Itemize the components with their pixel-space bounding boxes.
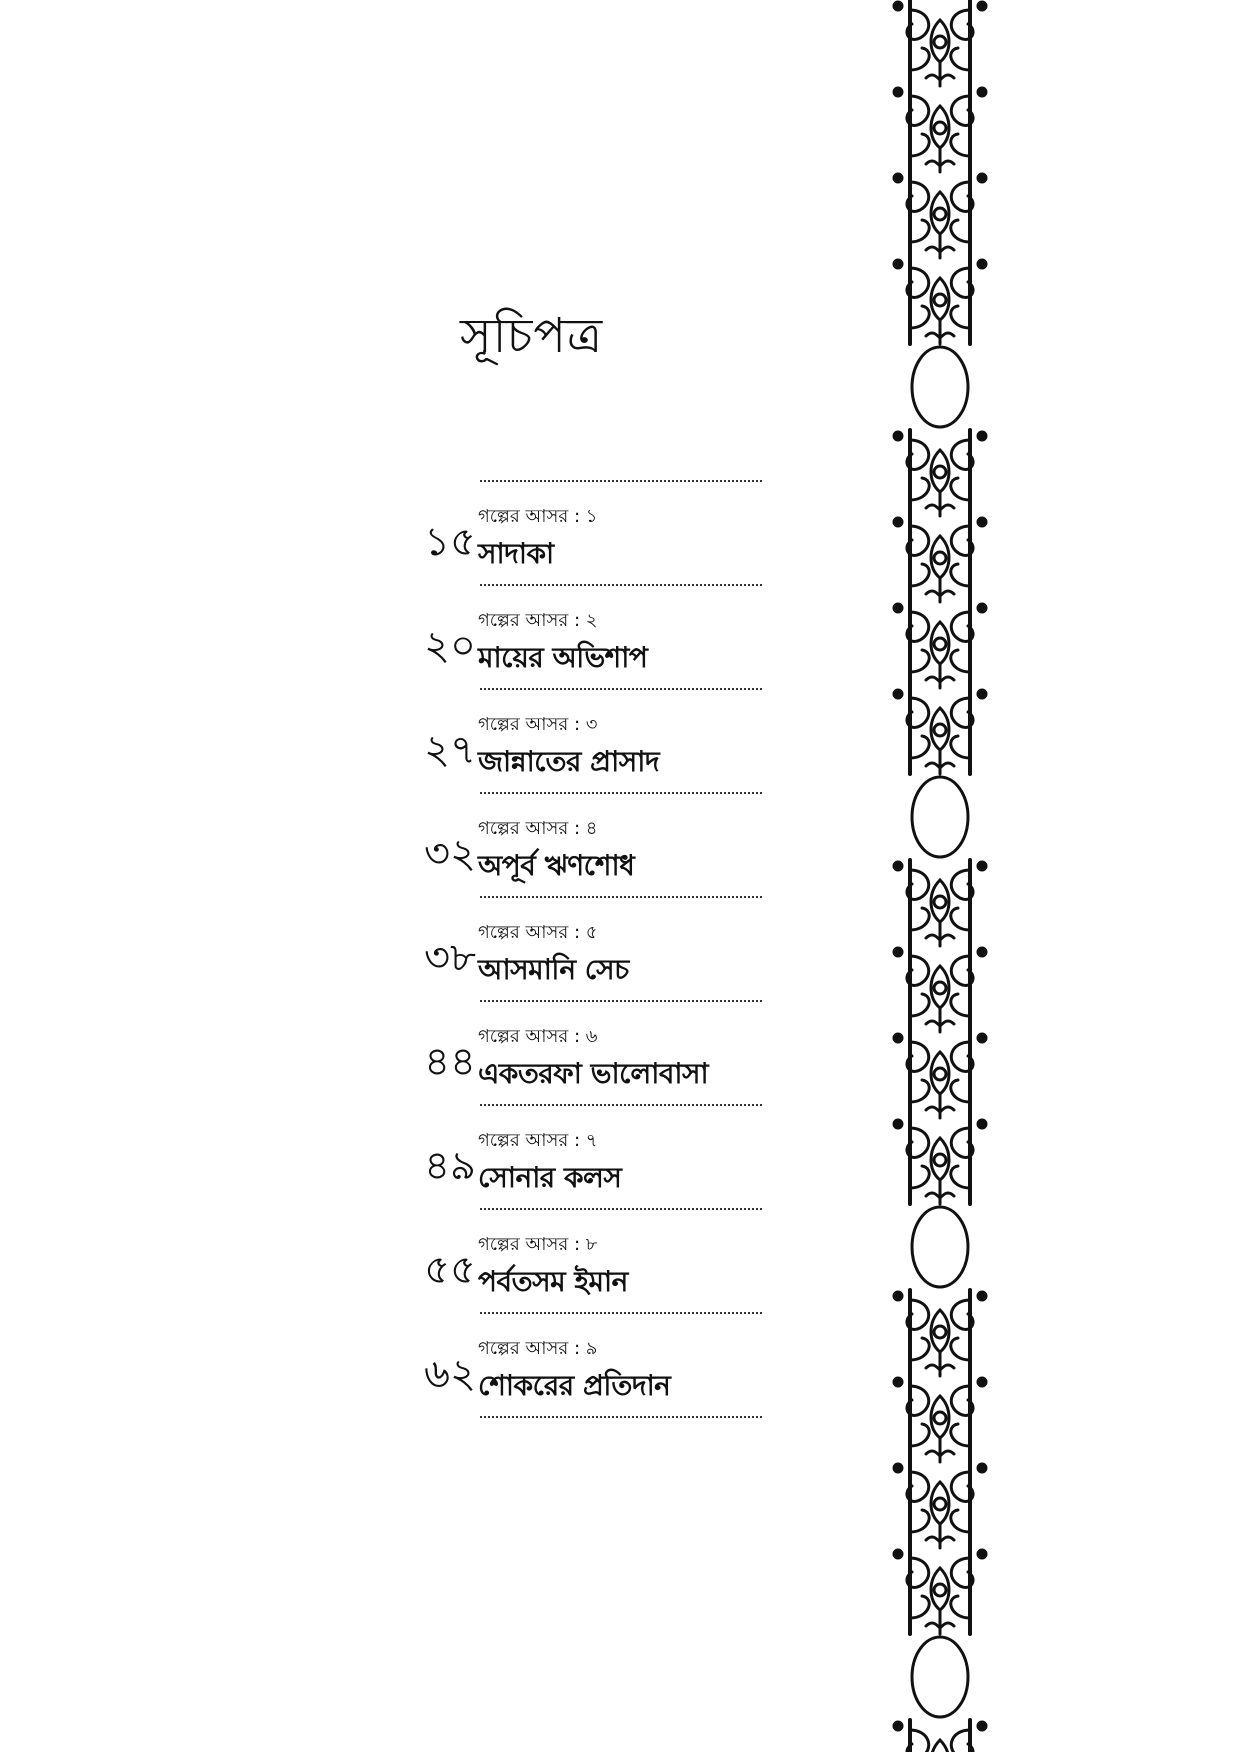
ornament-motif xyxy=(894,516,986,602)
entry-series-label: গল্পের আসর : ১ xyxy=(478,506,598,527)
ornament-motif xyxy=(894,0,986,86)
toc-entry[interactable] xyxy=(400,1012,780,1104)
dotted-divider xyxy=(480,1416,762,1418)
entry-page-number: ৬২ xyxy=(423,1351,476,1397)
ornament-motif xyxy=(894,1376,986,1462)
entry-series-label: গল্পের আসর : ৯ xyxy=(478,1338,598,1359)
toc-entry[interactable] xyxy=(400,804,780,896)
ornament-motif xyxy=(894,1720,986,1752)
toc-entry[interactable] xyxy=(400,596,780,688)
ornament-motif xyxy=(894,860,986,946)
entry-title: সোনার কলস xyxy=(478,1161,622,1194)
page-title: সূচিপত্র xyxy=(460,308,604,364)
entry-title: সাদাকা xyxy=(478,537,554,570)
ornament-motif xyxy=(894,172,986,258)
entry-page-number: ২০ xyxy=(423,623,476,669)
entry-series-label: গল্পের আসর : ২ xyxy=(478,610,598,631)
ornament-motif xyxy=(894,946,986,1032)
entry-title: শোকরের প্রতিদান xyxy=(478,1369,671,1402)
vine-ornament-border-icon xyxy=(880,0,1000,1752)
dotted-divider xyxy=(480,1312,762,1314)
toc-entry[interactable] xyxy=(400,492,780,584)
ornament-motif xyxy=(894,258,986,344)
entry-title: একতরফা ভালোবাসা xyxy=(478,1057,709,1090)
dotted-divider xyxy=(480,1208,762,1210)
toc-entry[interactable] xyxy=(400,908,780,1000)
entry-page-number: ৪৪ xyxy=(424,1039,476,1085)
entry-page-number: ৫৫ xyxy=(424,1247,476,1293)
ornament-motif xyxy=(894,688,986,774)
toc-entry[interactable] xyxy=(400,1324,780,1416)
ornament-motif xyxy=(894,430,986,516)
ornament-motif xyxy=(894,86,986,172)
entry-title: মায়ের অভিশাপ xyxy=(478,641,648,674)
entry-series-label: গল্পের আসর : ৭ xyxy=(478,1130,598,1151)
entry-page-number: ৪৯ xyxy=(424,1143,476,1189)
ornament-ring xyxy=(912,1637,968,1717)
ornament-motif xyxy=(894,1290,986,1376)
entry-series-label: গল্পের আসর : ৫ xyxy=(478,922,598,943)
entry-title: আসমানি সেচ xyxy=(478,953,629,986)
entry-series-label: গল্পের আসর : ৮ xyxy=(478,1234,598,1255)
ornament-motif xyxy=(894,1118,986,1204)
dotted-divider xyxy=(480,1104,762,1106)
entry-page-number: ৩৮ xyxy=(424,935,476,981)
ornament-motif xyxy=(894,1548,986,1634)
toc-entry[interactable] xyxy=(400,700,780,792)
dotted-divider xyxy=(480,584,762,586)
toc-entry[interactable] xyxy=(400,1116,780,1208)
entry-series-label: গল্পের আসর : ৬ xyxy=(478,1026,598,1047)
ornament-motif xyxy=(894,602,986,688)
dotted-divider xyxy=(480,480,762,482)
dotted-divider xyxy=(480,688,762,690)
entry-page-number: ১৫ xyxy=(424,519,476,565)
entry-series-label: গল্পের আসর : ৪ xyxy=(478,818,598,839)
entry-title: অপূর্ব ঋণশোধ xyxy=(478,849,635,882)
entry-series-label: গল্পের আসর : ৩ xyxy=(478,714,598,735)
entry-page-number: ৩২ xyxy=(423,831,476,877)
dotted-divider xyxy=(480,792,762,794)
ornament-motif xyxy=(894,1462,986,1548)
entry-title: জান্নাতের প্রাসাদ xyxy=(478,745,660,778)
ornament-ring xyxy=(912,347,968,427)
ornament-motif xyxy=(894,1032,986,1118)
entry-title: পর্বতসম ইমান xyxy=(478,1265,628,1298)
toc-entry[interactable] xyxy=(400,1220,780,1312)
entry-page-number: ২৭ xyxy=(423,727,476,773)
dotted-divider xyxy=(480,896,762,898)
ornament-ring xyxy=(912,777,968,857)
ornament-ring xyxy=(912,1207,968,1287)
dotted-divider xyxy=(480,1000,762,1002)
